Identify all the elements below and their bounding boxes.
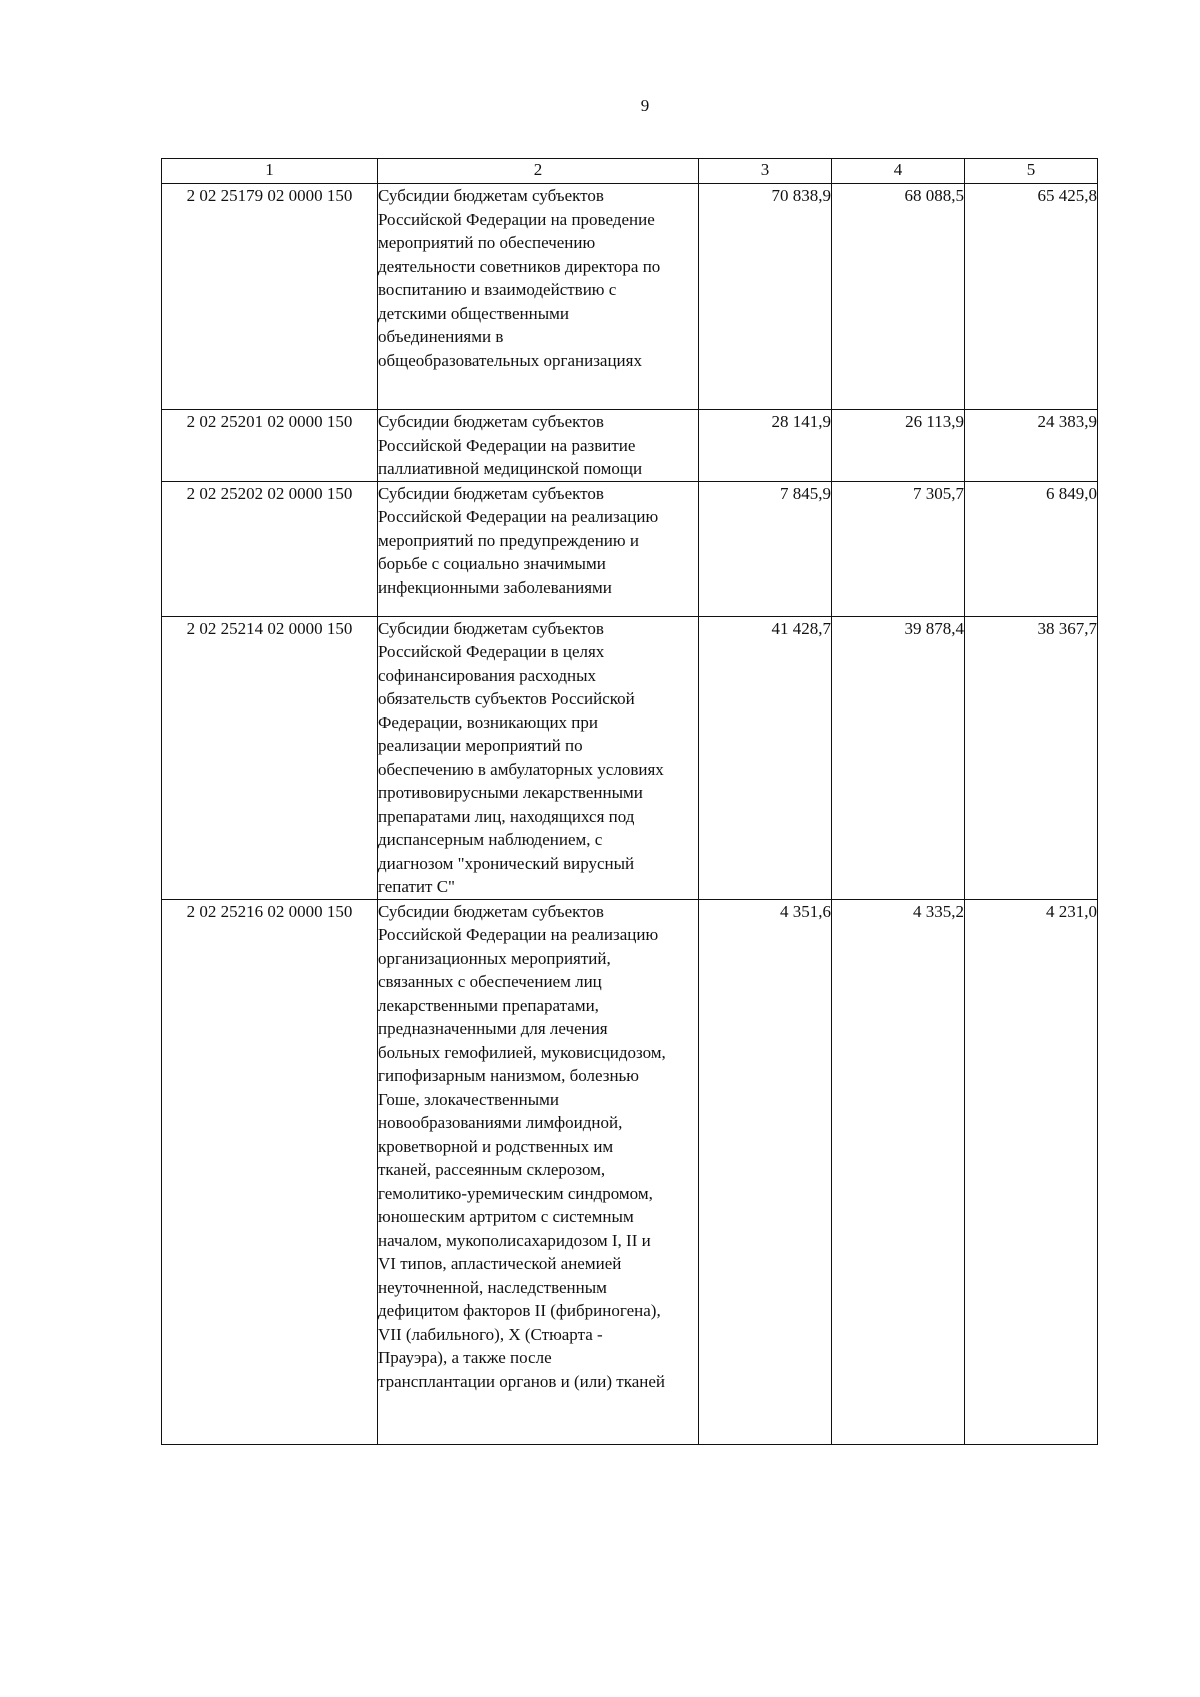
description-line: неуточненной, наследственным	[378, 1277, 607, 1297]
table-row	[162, 410, 1098, 482]
description-line: софинансирования расходных	[378, 665, 597, 685]
description-line: Прауэра), а также после	[378, 1348, 552, 1367]
description-line: Федерации, возникающих при	[378, 712, 598, 732]
amount-col-3: 7 845,9	[699, 481, 832, 616]
col-header-3: 3	[699, 159, 832, 184]
description-line: объединениями в	[378, 327, 504, 346]
amount-col-5: 65 425,8	[965, 184, 1098, 410]
description-line: гипофизарным нанизмом, болезнью	[378, 1066, 640, 1085]
col-header-5: 5	[965, 159, 1098, 184]
description-line: VII (лабильного), X (Стюарта -	[378, 1324, 603, 1344]
budget-table	[161, 158, 1098, 1445]
description-line: Субсидии бюджетам субъектов	[378, 618, 604, 638]
description-line: лекарственными препаратами,	[378, 995, 599, 1015]
revenue-description	[378, 899, 699, 1444]
description-line: связанных с обеспечением лиц	[378, 972, 602, 991]
amount-col-3: 70 838,9	[699, 184, 832, 410]
description-line: дефицитом факторов II (фибриногена),	[378, 1301, 661, 1320]
description-line: Субсидии бюджетам субъектов	[378, 483, 604, 503]
description-line: Российской Федерации на проведение	[378, 209, 655, 229]
table-row	[162, 899, 1098, 1444]
description-line: диспансерным наблюдением, с	[378, 830, 603, 849]
revenue-code: 2 02 25214 02 0000 150	[162, 616, 378, 899]
description-line: кроветворной и родственных им	[378, 1136, 614, 1156]
revenue-code: 2 02 25202 02 0000 150	[162, 481, 378, 616]
description-line: юношеским артритом с системным	[378, 1207, 634, 1226]
revenue-description	[378, 616, 699, 899]
col-header-4: 4	[832, 159, 965, 184]
revenue-code: 2 02 25201 02 0000 150	[162, 410, 378, 482]
amount-col-4: 7 305,7	[832, 481, 965, 616]
revenue-code: 2 02 25216 02 0000 150	[162, 899, 378, 1444]
amount-col-5: 4 231,0	[965, 899, 1098, 1444]
header-row	[162, 159, 1098, 184]
amount-col-4: 26 113,9	[832, 410, 965, 482]
description-line: Субсидии бюджетам субъектов	[378, 186, 604, 205]
description-line: Российской Федерации на реализацию	[378, 925, 659, 944]
col-header-1: 1	[162, 159, 378, 184]
description-line: Субсидии бюджетам субъектов	[378, 901, 604, 921]
description-line: новообразованиями лимфоидной,	[378, 1113, 623, 1132]
col-header-2: 2	[378, 159, 699, 184]
revenue-code: 2 02 25179 02 0000 150	[162, 184, 378, 410]
table-row	[162, 616, 1098, 899]
description-line: трансплантации органов и (или) тканей	[378, 1371, 665, 1391]
description-line: диагнозом "хронический вирусный	[378, 853, 635, 873]
table-row	[162, 184, 1098, 410]
amount-col-3: 4 351,6	[699, 899, 832, 1444]
amount-col-4: 39 878,4	[832, 616, 965, 899]
description-line: больных гемофилией, муковисцидозом,	[378, 1042, 666, 1062]
amount-col-5: 24 383,9	[965, 410, 1098, 482]
description-line: гемолитико-уремическим синдромом,	[378, 1183, 653, 1203]
revenue-description	[378, 481, 699, 616]
amount-col-4: 4 335,2	[832, 899, 965, 1444]
description-line: борьбе с социально значимыми	[378, 554, 606, 573]
description-line: обеспечению в амбулаторных условиях	[378, 759, 664, 779]
description-line: Субсидии бюджетам субъектов	[378, 412, 604, 431]
table-row	[162, 481, 1098, 616]
description-line: организационных мероприятий,	[378, 948, 611, 968]
description-line: Российской Федерации на реализацию	[378, 507, 659, 526]
description-line: деятельности советников директора по	[378, 256, 661, 276]
description-line: тканей, рассеянным склерозом,	[378, 1160, 606, 1179]
page-number: 9	[640, 96, 650, 115]
description-line: обязательств субъектов Российской	[378, 689, 635, 708]
description-line: гепатит С"	[378, 877, 455, 896]
revenue-description	[378, 184, 699, 410]
amount-col-5: 38 367,7	[965, 616, 1098, 899]
description-line: предназначенными для лечения	[378, 1019, 608, 1038]
description-line: препаратами лиц, находящихся под	[378, 806, 635, 826]
description-line: VI типов, апластической анемией	[378, 1254, 622, 1273]
amount-col-5: 6 849,0	[965, 481, 1098, 616]
revenue-description	[378, 410, 699, 482]
description-line: Российской Федерации на развитие	[378, 435, 636, 455]
description-line: противовирусными лекарственными	[378, 783, 643, 802]
description-line: детскими общественными	[378, 303, 569, 323]
amount-col-4: 68 088,5	[832, 184, 965, 410]
description-line: воспитанию и взаимодействию с	[378, 280, 617, 299]
description-line: мероприятий по обеспечению	[378, 233, 596, 252]
description-line: паллиативной медицинской помощи	[378, 459, 643, 478]
amount-col-3: 41 428,7	[699, 616, 832, 899]
description-line: началом, мукополисахаридозом I, II и	[378, 1230, 651, 1250]
description-line: Российской Федерации в целях	[378, 642, 605, 661]
description-line: общеобразовательных организациях	[378, 350, 642, 370]
description-line: мероприятий по предупреждению и	[378, 530, 639, 550]
amount-col-3: 28 141,9	[699, 410, 832, 482]
description-line: реализации мероприятий по	[378, 736, 583, 755]
description-line: Гоше, злокачественными	[378, 1089, 559, 1109]
description-line: инфекционными заболеваниями	[378, 577, 612, 597]
